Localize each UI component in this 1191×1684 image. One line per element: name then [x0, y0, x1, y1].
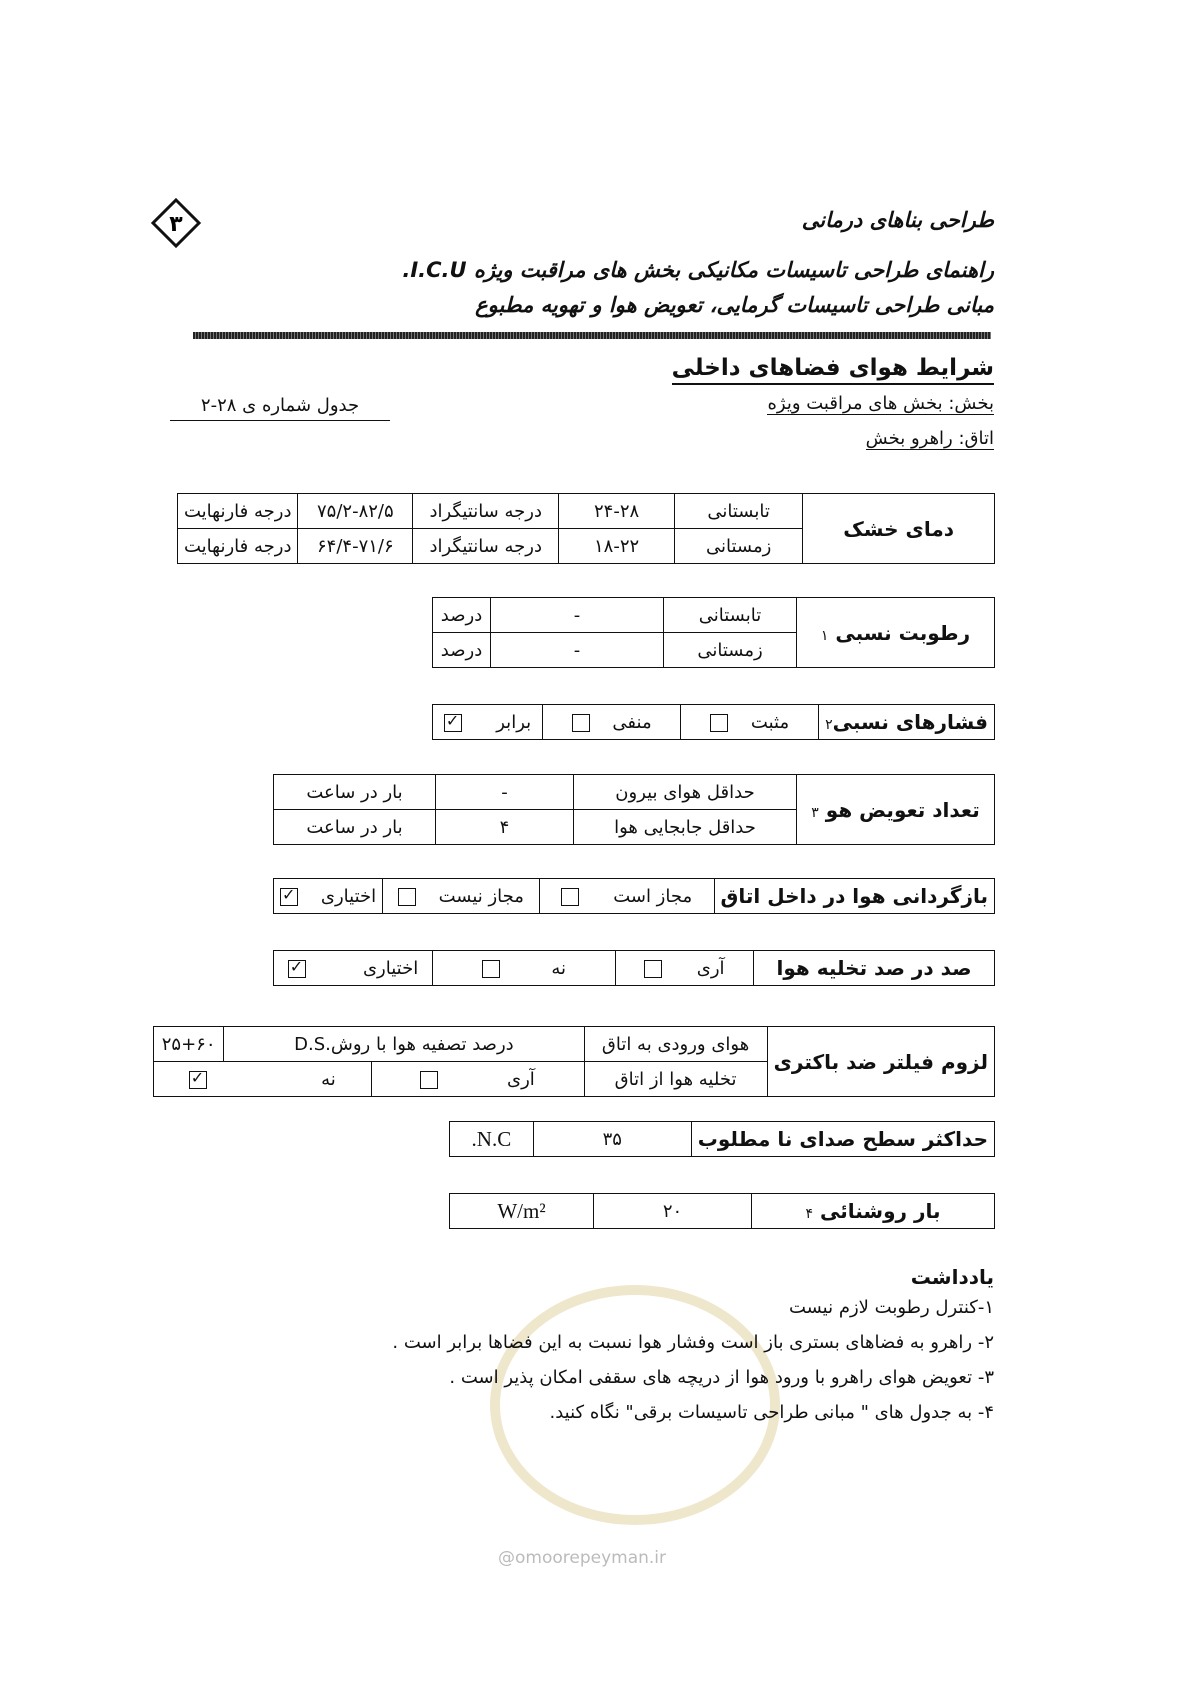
- notes: [392, 1265, 994, 1423]
- noise-unit: N.C.: [450, 1122, 534, 1157]
- optional-checkbox[interactable]: [280, 888, 298, 906]
- yes-option: آری: [371, 1062, 584, 1097]
- percent-unit: درصد: [433, 598, 491, 633]
- filter-label: لزوم فیلتر ضد باکتری: [767, 1027, 994, 1097]
- percent-unit: درصد: [433, 633, 491, 668]
- per-hour-unit: بار در ساعت: [274, 775, 436, 810]
- not-allowed-checkbox[interactable]: [398, 888, 416, 906]
- note-3: ۳- تعویض هوای راهرو با ورود هوا از دریچه های سقفی امکان پذیر است .: [449, 1367, 994, 1388]
- min-outdoor-air-label: حداقل هوای بیرون: [574, 775, 797, 810]
- pressure-table: [432, 704, 995, 740]
- no-checkbox[interactable]: [482, 960, 500, 978]
- yes-option: آری: [616, 951, 754, 986]
- watermark: @omoorepeyman.ir: [498, 1548, 667, 1568]
- section-title: شرایط هوای فضاهای داخلی: [672, 355, 994, 385]
- allowed-option: مجاز است: [539, 879, 714, 914]
- equal-checkbox[interactable]: [444, 714, 462, 732]
- yes-checkbox[interactable]: [420, 1071, 438, 1089]
- dry-temp-table: [177, 493, 995, 564]
- recirculation-label: بازگردانی هوا در داخل اتاق: [714, 879, 995, 914]
- positive-option: مثبت: [681, 705, 819, 740]
- winter-humidity: -: [491, 633, 664, 668]
- humidity-table: [432, 597, 995, 668]
- note-1: ۱-کنترل رطوبت لازم نیست: [788, 1297, 994, 1318]
- winter-fahrenheit: ۶۴/۴-۷۱/۶: [298, 529, 413, 564]
- optional-checkbox[interactable]: [288, 960, 306, 978]
- fahrenheit-unit: درجه فارنهایت: [178, 494, 298, 529]
- summer-label: تابستانی: [664, 598, 797, 633]
- table-number: جدول شماره ی ۲۸-۲: [170, 395, 390, 421]
- yes-checkbox[interactable]: [644, 960, 662, 978]
- summer-celsius: ۲۴-۲۸: [559, 494, 675, 529]
- book-number-diamond: [151, 198, 201, 248]
- book-number: ۳: [169, 212, 183, 237]
- fahrenheit-unit: درجه فارنهایت: [178, 529, 298, 564]
- room: [866, 428, 994, 449]
- dry-temp-label: دمای خشک: [803, 494, 995, 564]
- per-hour-unit: بار در ساعت: [274, 810, 436, 845]
- summer-humidity: -: [491, 598, 664, 633]
- min-air-change-value: ۴: [436, 810, 574, 845]
- min-air-change-label: حداقل جابجایی هوا: [574, 810, 797, 845]
- note-2: ۲- راهرو به فضاهای بستری باز است وفشار هوا نسبت به این فضاها برابر است .: [392, 1332, 994, 1353]
- winter-label: زمستانی: [674, 529, 802, 564]
- lighting-value: ۲۰: [594, 1194, 752, 1229]
- lighting-unit: W/m²: [450, 1194, 594, 1229]
- positive-checkbox[interactable]: [710, 714, 728, 732]
- note-4: ۴- به جدول های " مبانی طراحی تاسیسات برقی" نگاه کنید.: [549, 1402, 994, 1423]
- summer-label: تابستانی: [674, 494, 802, 529]
- not-allowed-option: مجاز نیست: [383, 879, 539, 914]
- equal-option: برابر ✓: [433, 705, 543, 740]
- exhaust-label: صد در صد تخلیه هوا: [754, 951, 995, 986]
- supply-air-label: هوای ورودی به اتاق: [584, 1027, 767, 1062]
- celsius-unit: درجه سانتیگراد: [413, 529, 559, 564]
- recirculation-table: [273, 878, 995, 914]
- noise-value: ۳۵: [533, 1122, 691, 1157]
- exhaust-table: [273, 950, 995, 986]
- exhaust-air-label: تخلیه هوا از اتاق: [584, 1062, 767, 1097]
- optional-option: اختیاری ✓: [274, 951, 433, 986]
- chapter-title: مبانی طراحی تاسیسات گرمایی، تعویض هوا و تهویه مطبوع: [475, 293, 994, 317]
- efficiency-label: درصد تصفیه هوا با روش.D.S: [224, 1027, 584, 1062]
- optional-option: اختیاری ✓: [274, 879, 383, 914]
- no-option: نه ✓: [154, 1062, 372, 1097]
- no-option: نه: [433, 951, 616, 986]
- book-title: طراحی بناهای درمانی: [801, 208, 994, 232]
- negative-checkbox[interactable]: [572, 714, 590, 732]
- room-label: اتاق: راهرو بخش: [865, 428, 994, 449]
- lighting-label: بار روشنائی ۴: [752, 1194, 995, 1229]
- winter-label: زمستانی: [664, 633, 797, 668]
- min-outdoor-air-value: -: [436, 775, 574, 810]
- noise-label: حداکثر سطح صدای نا مطلوب: [691, 1122, 994, 1157]
- lighting-table: [449, 1193, 995, 1229]
- humidity-label: رطوبت نسبی ۱: [797, 598, 995, 668]
- department-label: بخش: بخش های مراقبت ویژه: [767, 393, 994, 414]
- summer-fahrenheit: ۷۵/۲-۸۲/۵: [298, 494, 413, 529]
- no-checkbox[interactable]: [189, 1071, 207, 1089]
- header-rule: [193, 332, 991, 339]
- winter-celsius: ۱۸-۲۲: [559, 529, 675, 564]
- noise-table: [449, 1121, 995, 1157]
- air-changes-table: [273, 774, 995, 845]
- pressure-label: فشارهای نسبی۲: [819, 705, 995, 740]
- filter-table: [153, 1026, 995, 1097]
- department: [767, 393, 994, 414]
- celsius-unit: درجه سانتیگراد: [413, 494, 559, 529]
- air-changes-label: تعداد تعویض هو ۳: [797, 775, 995, 845]
- efficiency-value: ۲۵+۶۰: [154, 1027, 224, 1062]
- guide-title: راهنمای طراحی تاسیسات مکانیکی بخش های مراقبت ویژه I.C.U.: [402, 258, 994, 282]
- negative-option: منفی: [543, 705, 681, 740]
- allowed-checkbox[interactable]: [561, 888, 579, 906]
- notes-title: یادداشت: [910, 1265, 994, 1289]
